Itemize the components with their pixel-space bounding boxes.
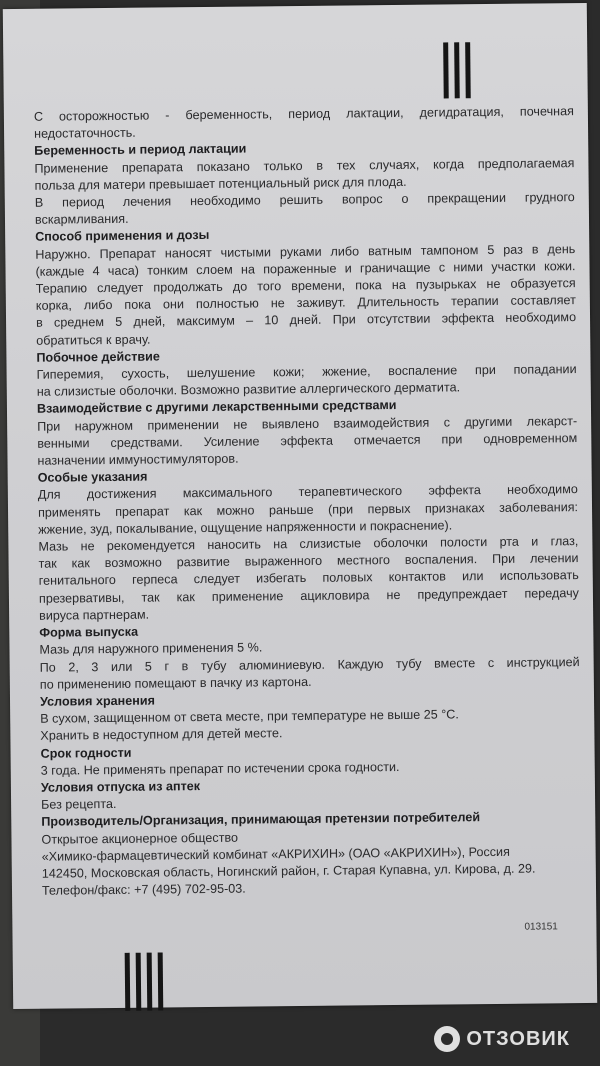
text-line: Мазь для наружного применения 5 %. — [39, 640, 263, 658]
section-heading: Срок годности — [40, 745, 132, 761]
instruction-leaflet — [3, 3, 597, 1009]
section-heading: Условия отпуска из аптек — [40, 778, 201, 795]
section-heading: Способ применения и дозы — [35, 228, 210, 245]
text-line: венными средствами. Усиление эффекта отмечается при одновременном — [37, 430, 578, 451]
section-heading: Условия хранения — [39, 693, 156, 709]
section-heading: Побочное действие — [36, 349, 160, 365]
text-line: обратиться к врачу. — [36, 332, 151, 348]
text-line: Без рецепта. — [41, 797, 117, 812]
text-line: назначении иммуностимуляторов. — [37, 451, 239, 468]
text-line: Для достижения максимального терапевтического эффекта необходимо — [37, 482, 578, 503]
text-line: по применению помещают в пачку из картона. — [39, 674, 312, 692]
otzovik-watermark — [434, 1026, 570, 1052]
section-heading: Форма выпуска — [39, 624, 139, 640]
text-line: корка, либо пока они полностью не заживут. Длительность терапии составляет — [35, 293, 576, 313]
watermark-text: ОТЗОВИК — [466, 1027, 570, 1050]
text-line: презервативы, так как применение ацикловира не предупреждает передачу — [38, 585, 579, 606]
text-line: генитального герпеса следует избегать половых контактов или использовать — [38, 568, 579, 589]
text-line: 142450, Московская область, Ногинский район, г. Старая Купавна, ул. Кирова, д. 29. — [41, 861, 536, 881]
text-line: Применение препарата показано только в тех случаях, когда предполагаемая — [34, 155, 575, 176]
text-line: Мазь не рекомендуется наносить на слизистые оболочки полости рта и глаз, — [38, 534, 579, 554]
text-line: польза для матери превышает потенциальный риск для плода. — [34, 174, 407, 193]
leaflet-code: 013151 — [524, 921, 558, 933]
section-heading: Беременность и период лактации — [34, 141, 247, 159]
leaflet-text — [34, 103, 582, 900]
section-heading: Производитель/Организация, принимающая претензии потребителей — [41, 810, 481, 830]
top-barcode-marks — [443, 42, 471, 98]
section-heading: Взаимодействие с другими лекарственными средствами — [36, 398, 397, 417]
text-line: применять препарат как можно раньше (при первых признаках заболевания: — [37, 499, 579, 520]
text-line: При наружном применении не выявлено взаимодействия с другими лекарст- — [37, 413, 578, 434]
text-line: вскармливания. — [34, 211, 129, 227]
otzovik-logo-icon — [434, 1026, 460, 1052]
text-line: в среднем 5 дней, максимум – 10 дней. При отсутствии эффекта необходимо — [35, 310, 577, 331]
text-line: В сухом, защищенном от света месте, при температуре не выше 25 °С. — [40, 707, 459, 726]
text-line: Телефон/факс: +7 (495) 702-95-03. — [41, 881, 246, 898]
text-line: Наружно. Препарат наносят чистыми руками либо ватным тампоном 5 раз в день — [35, 241, 576, 262]
text-line: По 2, 3 или 5 г в тубу алюминиевую. Каждую тубу вместе с инструкцией — [39, 654, 580, 675]
text-line: Открытое акционерное общество — [41, 830, 239, 847]
text-line: Хранить в недоступном для детей месте. — [40, 726, 283, 744]
text-line: жжение, зуд, покалывание, ощущение напряженности и покраснение). — [38, 518, 453, 537]
text-line: на слизистые оболочки. Возможно развитие аллергического дерматита. — [36, 380, 461, 399]
text-line: так как возможно развитие выраженного местного воспаления. При лечении — [38, 551, 579, 572]
text-line: Гиперемия, сухость, шелушение кожи; жжение, воспаление при попадании — [36, 362, 577, 382]
section-heading: Особые указания — [37, 469, 148, 486]
text-line: В период лечения необходимо решить вопрос о прекращении грудного — [34, 190, 575, 210]
text-line: 3 года. Не применять препарат по истечении срока годности. — [40, 759, 400, 778]
text-line: (каждые 4 часа) тонким слоем на пораженные и граничащие с ними участки кожи. — [35, 258, 576, 279]
text-line: вируса партнерам. — [39, 607, 150, 623]
text-line: С осторожностью - беременность, период лактации, дегидратация, почечная — [33, 104, 574, 124]
bottom-barcode-marks — [125, 952, 164, 1010]
text-line: «Химико-фармацевтический комбинат «АКРИХИН» (ОАО «АКРИХИН»), Россия — [41, 844, 510, 864]
text-line: недостаточность. — [34, 125, 136, 141]
text-line: Терапию следует продолжать до того времени, пока на пузырьках не образуется — [35, 276, 576, 296]
